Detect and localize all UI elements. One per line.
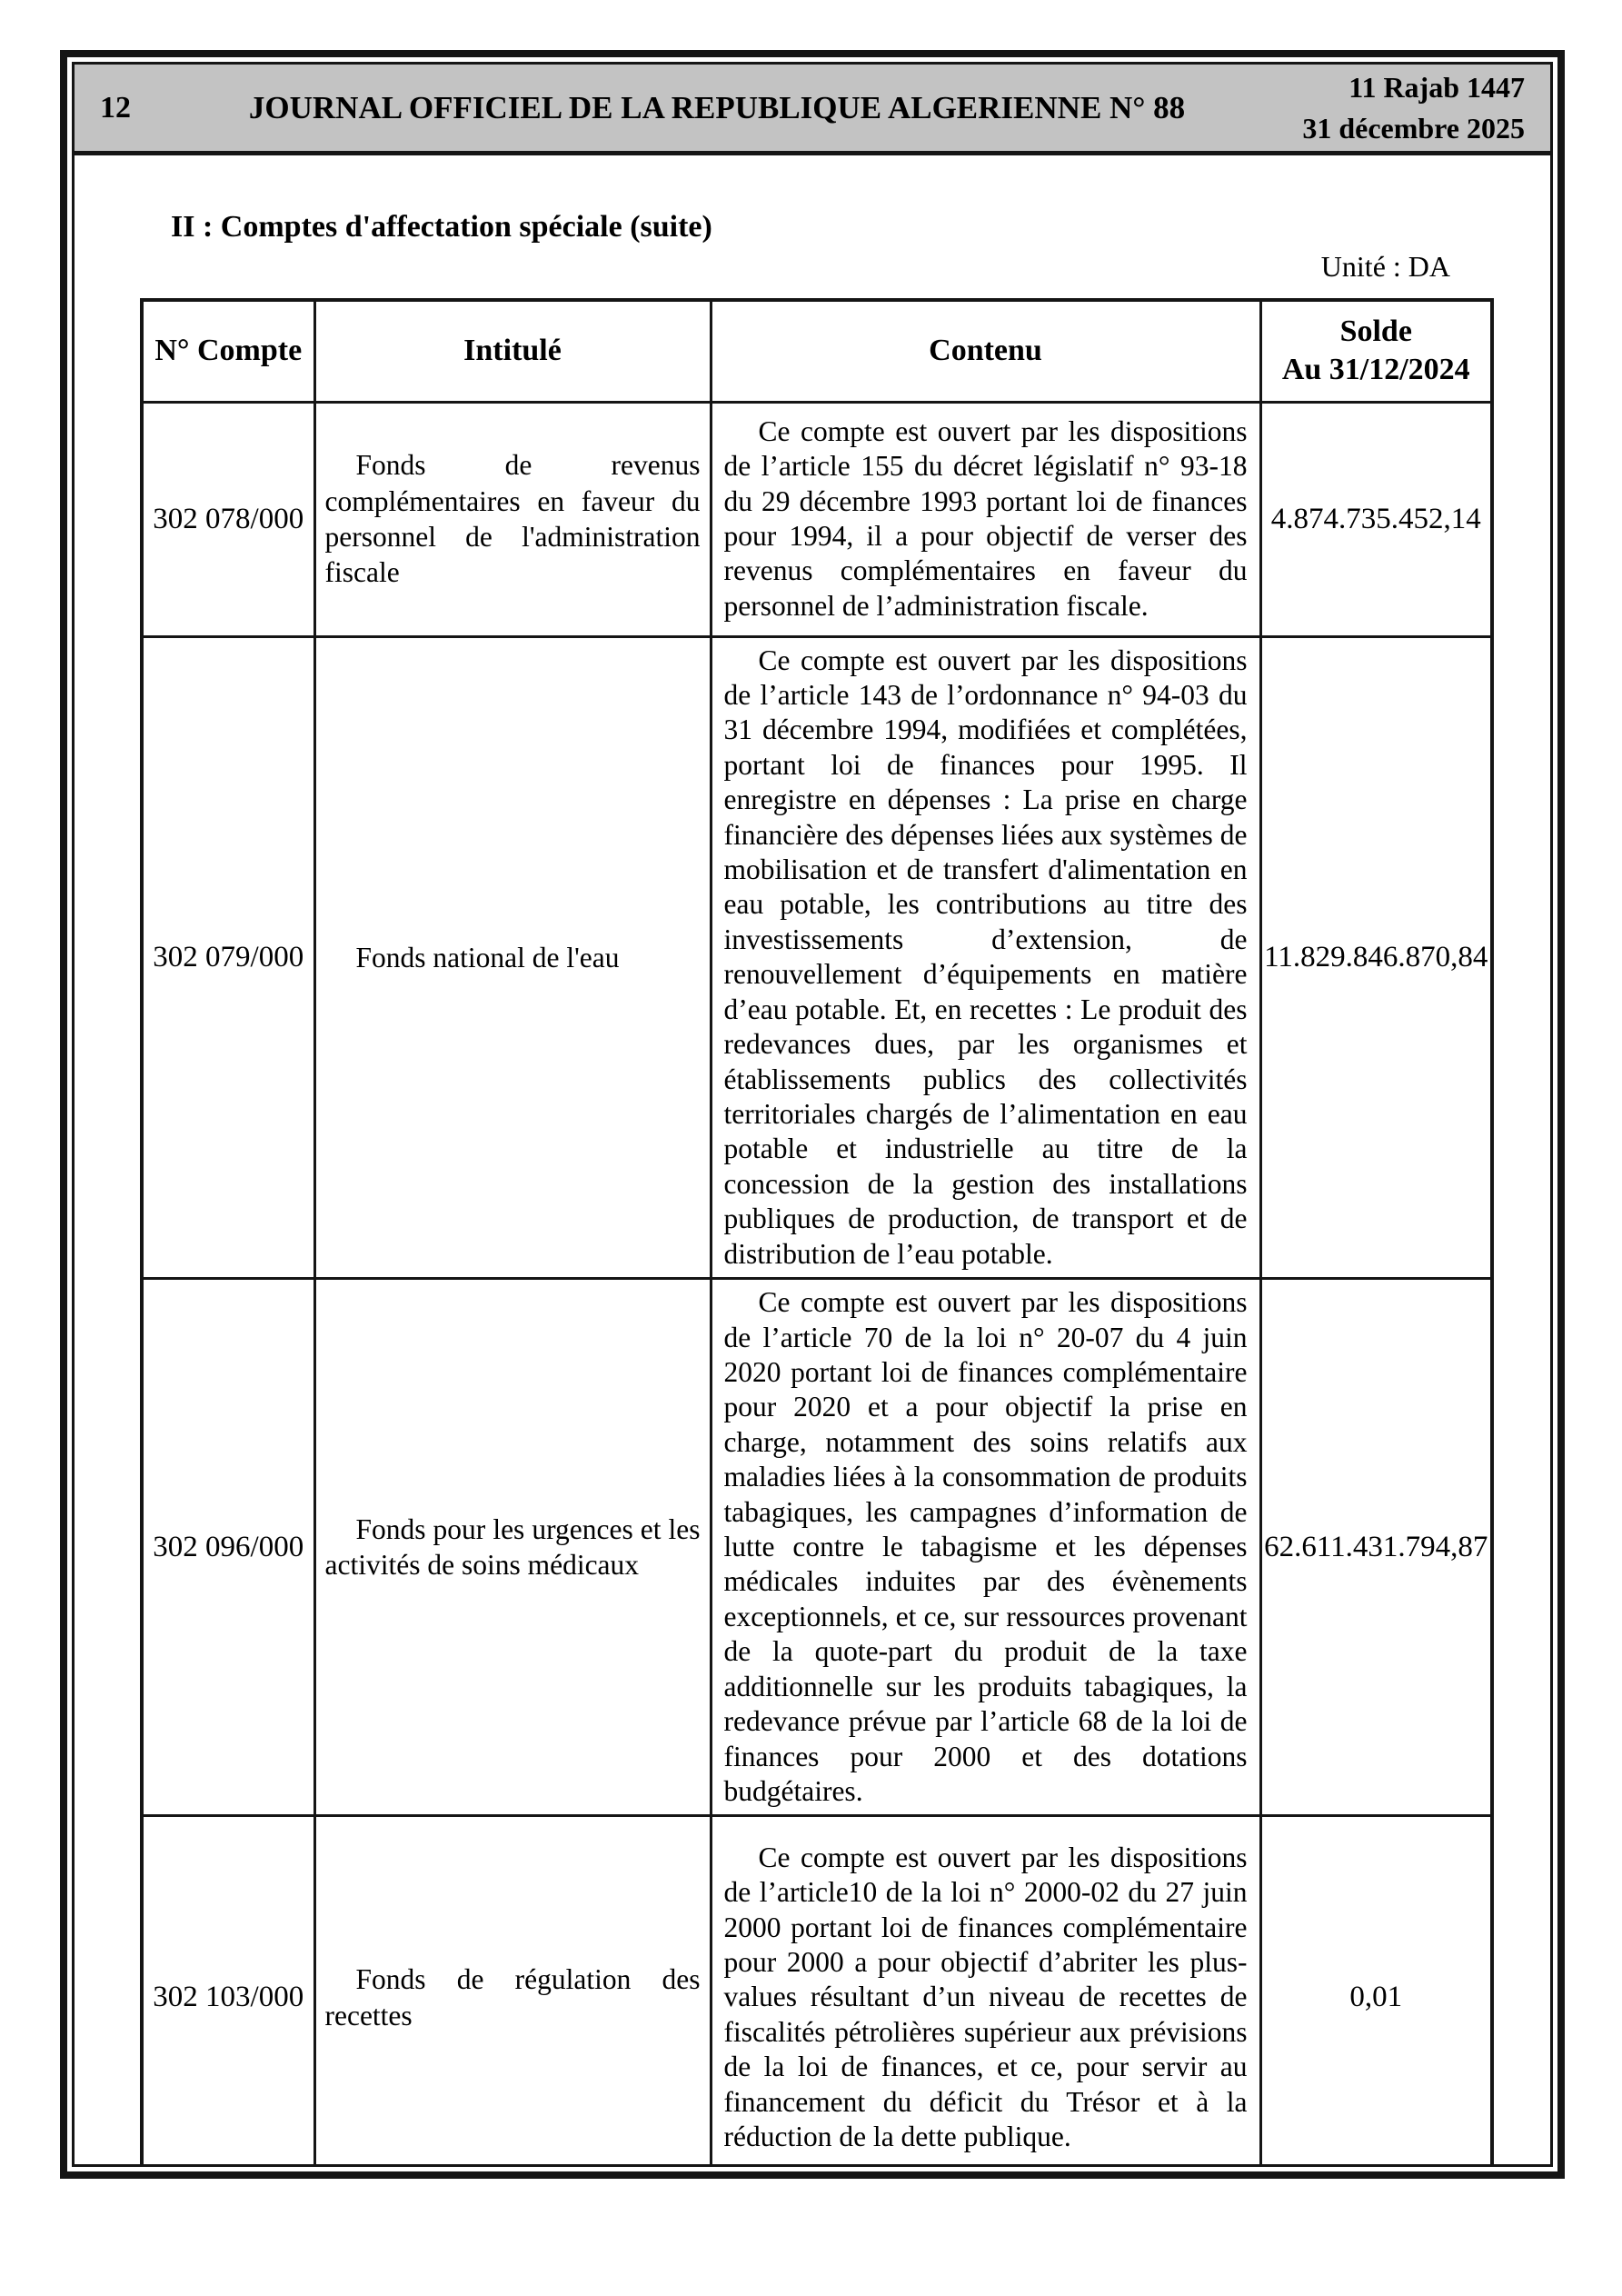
account-title-cell xyxy=(314,402,711,636)
account-content-cell xyxy=(711,1816,1260,2167)
account-number: 302 103/000 xyxy=(142,1816,314,2167)
account-title-cell xyxy=(314,1816,711,2167)
account-content: Ce compte est ouvert par les dispositions de l’article 70 de la loi n° 20-07 du 4 juin 2020 portant loi de finances complémentaire pour 2020 et a pour objectif la prise en charge, notamment des soins relatifs aux maladies liées à la consommation de produits tabagiques, les campagnes d’information de lutte contre le tabagisme et les dépenses médicales induites par des évènements exceptionnels, et ce, sur ressources provenant de la quote-part du produit de la taxe additionnelle sur les produits tabagiques, la redevance prévue par l’article 68 de la loi de finances pour 2000 et des dotations budgétaires. xyxy=(723,1286,1248,1807)
account-title: Fonds de revenus complémentaires en faveur du personnel de l'administration fiscale xyxy=(324,449,701,589)
page-content xyxy=(75,210,1550,2167)
page-frame xyxy=(60,50,1565,2179)
table-row xyxy=(142,1279,1492,1816)
table-row xyxy=(142,636,1492,1279)
column-header-balance-line1: Solde xyxy=(1339,314,1412,348)
account-title-cell xyxy=(314,1279,711,1816)
issue-dates xyxy=(1261,67,1525,149)
account-number: 302 079/000 xyxy=(142,636,314,1279)
account-content-cell xyxy=(711,636,1260,1279)
account-number: 302 078/000 xyxy=(142,402,314,636)
accounts-table xyxy=(140,298,1494,2167)
date-hijri: 11 Rajab 1447 xyxy=(1348,70,1525,104)
account-number: 302 096/000 xyxy=(142,1279,314,1816)
account-balance: 4.874.735.452,14 xyxy=(1260,402,1492,636)
column-header-balance-line2: Au 31/12/2024 xyxy=(1281,353,1470,387)
page-number: 12 xyxy=(100,90,131,125)
account-content: Ce compte est ouvert par les dispositions de l’article10 de la loi n° 2000-02 du 27 juin 2000 portant loi de finances complémentaire pour 2000 a pour objectif d’abriter les plus-values résultant d’un niveau de recettes de fiscalités pétrolières supérieur aux prévisions de la loi de finances, et ce, pour servir au financement du déficit du Trésor et à la réduction de la dette publique. xyxy=(723,1841,1248,2153)
column-header-content: Contenu xyxy=(711,300,1260,402)
date-gregorian: 31 décembre 2025 xyxy=(1302,111,1525,145)
account-content: Ce compte est ouvert par les dispositions de l’article 155 du décret législatif n° 93-18 du 29 décembre 1993 portant loi de finances pour 1994, il a pour objectif de verser des revenus complémentaires en faveur du personnel de l’administration fiscale. xyxy=(723,414,1248,622)
account-content-cell xyxy=(711,1279,1260,1816)
section-title: II : Comptes d'affectation spéciale (suite) xyxy=(171,210,712,244)
account-content-cell xyxy=(711,402,1260,636)
column-header-title: Intitulé xyxy=(314,300,711,402)
page-inner-frame xyxy=(72,62,1553,2167)
account-title-cell xyxy=(314,636,711,1279)
journal-title: JOURNAL OFFICIEL DE LA REPUBLIQUE ALGERIENNE N° 88 xyxy=(248,89,1186,125)
account-balance: 0,01 xyxy=(1260,1816,1492,2167)
account-title: Fonds pour les urgences et les activités de soins médicaux xyxy=(324,1512,701,1582)
table-row xyxy=(142,402,1492,636)
column-header-balance xyxy=(1260,300,1492,402)
account-balance: 11.829.846.870,84 xyxy=(1260,636,1492,1279)
account-title: Fonds national de l'eau xyxy=(355,941,620,973)
table-row xyxy=(142,1816,1492,2167)
unit-label: Unité : DA xyxy=(1320,250,1450,283)
column-header-account: N° Compte xyxy=(142,300,314,402)
account-balance: 62.611.431.794,87 xyxy=(1260,1279,1492,1816)
masthead xyxy=(75,65,1550,155)
table-header-row xyxy=(142,300,1492,402)
account-content: Ce compte est ouvert par les dispositions de l’article 143 de l’ordonnance n° 94-03 du 31 décembre 1994, modifiées et complétées, portant loi de finances pour 1995. Il enregistre en dépenses : La prise en charge financière des dépenses liées aux systèmes de mobilisation et de transfert d'alimentation en eau potable, les contributions au titre des investissements d’extension, de renouvellement d’équipements en matière d’eau potable. Et, en recettes : Le produit des redevances dues, par les organismes et établissements publics des collectivités territoriales chargés de l’alimentation en eau potable et industrielle au titre de la concession de la gestion des installations publiques de production, de transport et de distribution de l’eau potable. xyxy=(723,644,1248,1270)
account-title: Fonds de régulation des recettes xyxy=(324,1963,701,2031)
